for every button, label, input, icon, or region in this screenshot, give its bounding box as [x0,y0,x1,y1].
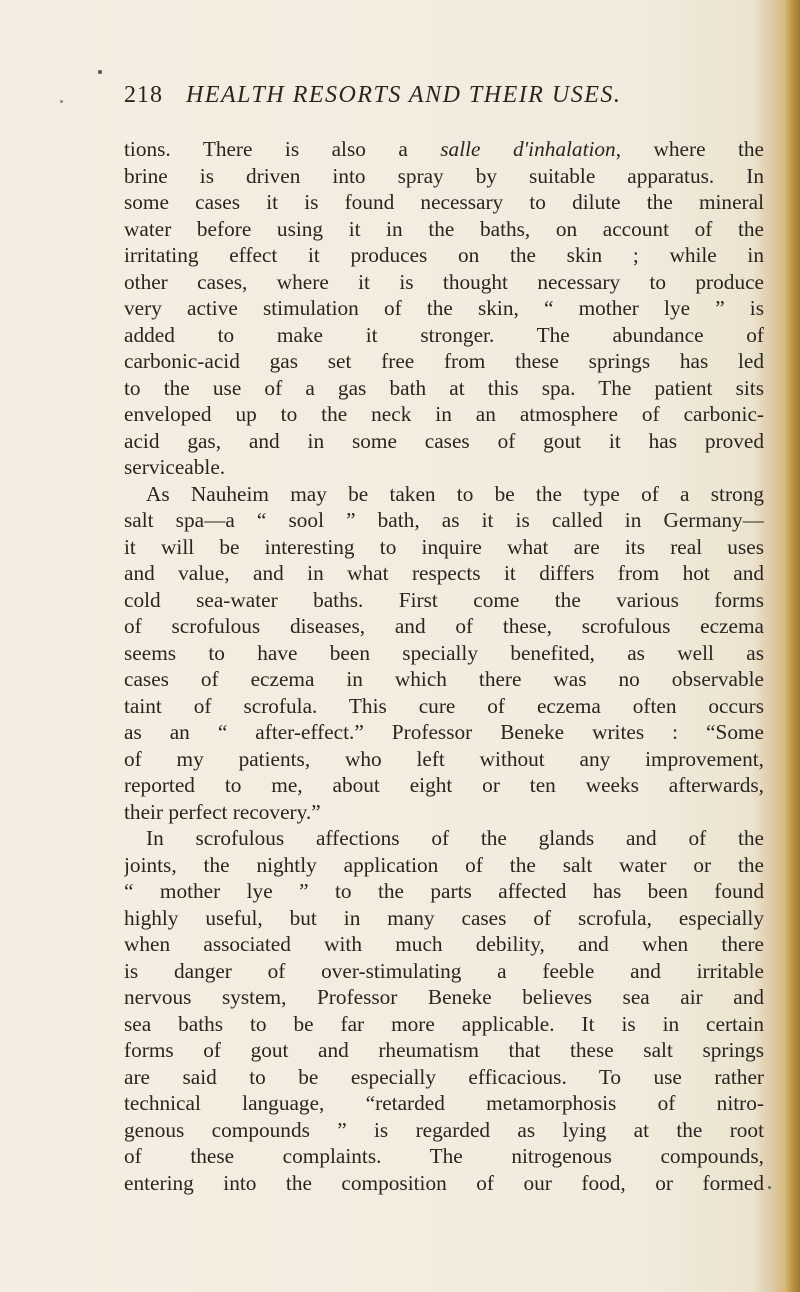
italic-phrase: salle d'inhalation [440,137,616,161]
text-line: forms of gout and rheumatism that these salt springs [124,1038,764,1062]
text-line-paragraph-start: As Nauheim may be taken to be the type of a strong [146,481,764,506]
text-line: carbonic-acid gas set free from these springs has led [124,349,764,373]
text-line-paragraph-end: their perfect recovery.” [124,799,321,824]
text-line: “ mother lye ” to the parts affected has been found [124,879,764,903]
text-line: tions. There is also a salle d'inhalation, where the [124,137,764,161]
text-line: when associated with much debility, and when there [124,932,764,956]
text-line: cold sea-water baths. First come the various forms [124,587,764,612]
text-line: and value, and in what respects it differs from hot and [124,561,764,585]
text-line: of these complaints. The nitrogenous compounds, [124,1144,764,1168]
text-line: acid gas, and in some cases of gout it has proved [124,428,764,453]
text-line: irritating effect it produces on the skin ; while in [124,243,764,267]
page-number: 218 [124,82,163,108]
text-line-paragraph-end: serviceable. [124,455,226,479]
text-line: sea baths to be far more applicable. It is in certain [124,1011,764,1036]
text-line: entering into the composition of our food, or formed [124,1170,764,1195]
ink-speck [60,100,63,103]
text-line: seems to have been specially benefited, as well as [124,640,764,665]
text-line: technical language, “retarded metamorphosis of nitro- [124,1091,764,1115]
page-edge [774,0,800,1292]
ink-speck [98,70,102,74]
text-line: is danger of over-stimulating a feeble and irritable [124,958,764,983]
text-line: some cases it is found necessary to dilute the mineral [124,190,764,214]
text-line-paragraph-start: In scrofulous affections of the glands and of the [146,826,764,850]
text-line: nervous system, Professor Beneke believes sea air and [124,985,764,1009]
text-line: joints, the nightly application of the salt water or the [124,852,764,877]
text-line: cases of eczema in which there was no observable [124,667,764,691]
text-line: added to make it stronger. The abundance of [124,322,764,347]
text-line: water before using it in the baths, on account of the [124,216,764,241]
text-line: reported to me, about eight or ten weeks afterwards, [124,773,764,797]
text-line: genous compounds ” is regarded as lying at the root [124,1117,764,1142]
text-line: highly useful, but in many cases of scrofula, especially [124,905,764,930]
text-line: of my patients, who left without any improvement, [124,746,764,771]
text-line: other cases, where it is thought necessary to produce [124,269,764,294]
text-line: to the use of a gas bath at this spa. The patient sits [124,375,764,400]
ink-speck [768,1186,771,1189]
text-line: salt spa—a “ sool ” bath, as it is called in Germany— [124,508,764,532]
text-line: brine is driven into spray by suitable apparatus. In [124,163,764,188]
text-line: very active stimulation of the skin, “ mother lye ” is [124,296,764,320]
text-line: enveloped up to the neck in an atmosphere of carbonic- [124,402,764,426]
text-line: of scrofulous diseases, and of these, scrofulous eczema [124,614,764,638]
text-line: it will be interesting to inquire what are its real uses [124,534,764,559]
running-title: HEALTH RESORTS AND THEIR USES. [186,82,622,108]
body-text [124,136,764,1196]
text-line: are said to be especially efficacious. To use rather [124,1064,764,1089]
text-line: taint of scrofula. This cure of eczema often occurs [124,693,764,718]
text-line: as an “ after-effect.” Professor Beneke writes : “Some [124,720,764,744]
page-header [124,82,764,116]
